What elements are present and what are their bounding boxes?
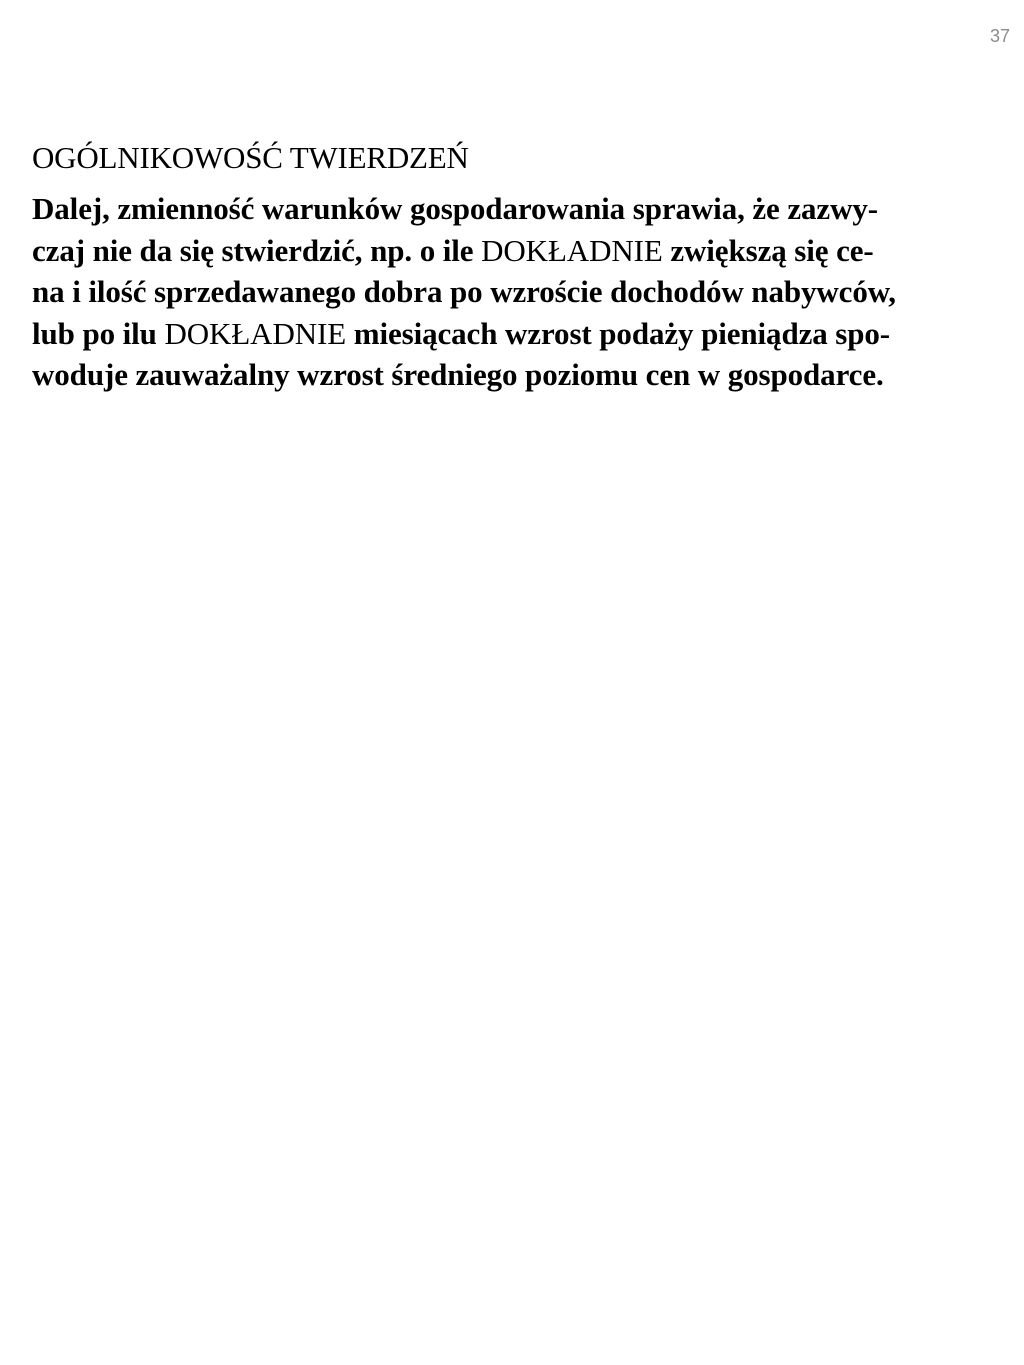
line-text: woduje zauważalny wzrost średniego poziomu cen w gospodarce. — [32, 357, 884, 392]
section-title: OGÓLNIKOWOŚĆ TWIERDZEŃ — [32, 140, 469, 175]
emphasis-dokladnie: DOKŁADNIE — [481, 232, 663, 268]
line-text: czaj nie da się stwierdzić, np. o ile — [32, 232, 482, 268]
paragraph-line-4 — [32, 313, 1007, 355]
slide-content — [32, 140, 1007, 396]
line-text: miesiącach wzrost podaży pieniądza spo- — [346, 315, 891, 351]
line-text: Dalej, zmienność warunków gospodarowania sprawia, że zazwy- — [32, 191, 878, 226]
emphasis-dokladnie: DOKŁADNIE — [164, 315, 347, 351]
paragraph-line-1 — [32, 188, 1007, 230]
line-text: lub po ilu — [32, 315, 165, 351]
paragraph-line-5 — [32, 354, 1007, 396]
paragraph-line-3 — [32, 271, 1007, 313]
page-number: 37 — [989, 26, 1010, 46]
paragraph-line-2 — [32, 230, 1007, 272]
body-paragraph — [32, 188, 1007, 396]
line-text: na i ilość sprzedawanego dobra po wzroście dochodów nabywców, — [32, 274, 896, 309]
line-text: zwiększą się ce- — [662, 232, 874, 268]
